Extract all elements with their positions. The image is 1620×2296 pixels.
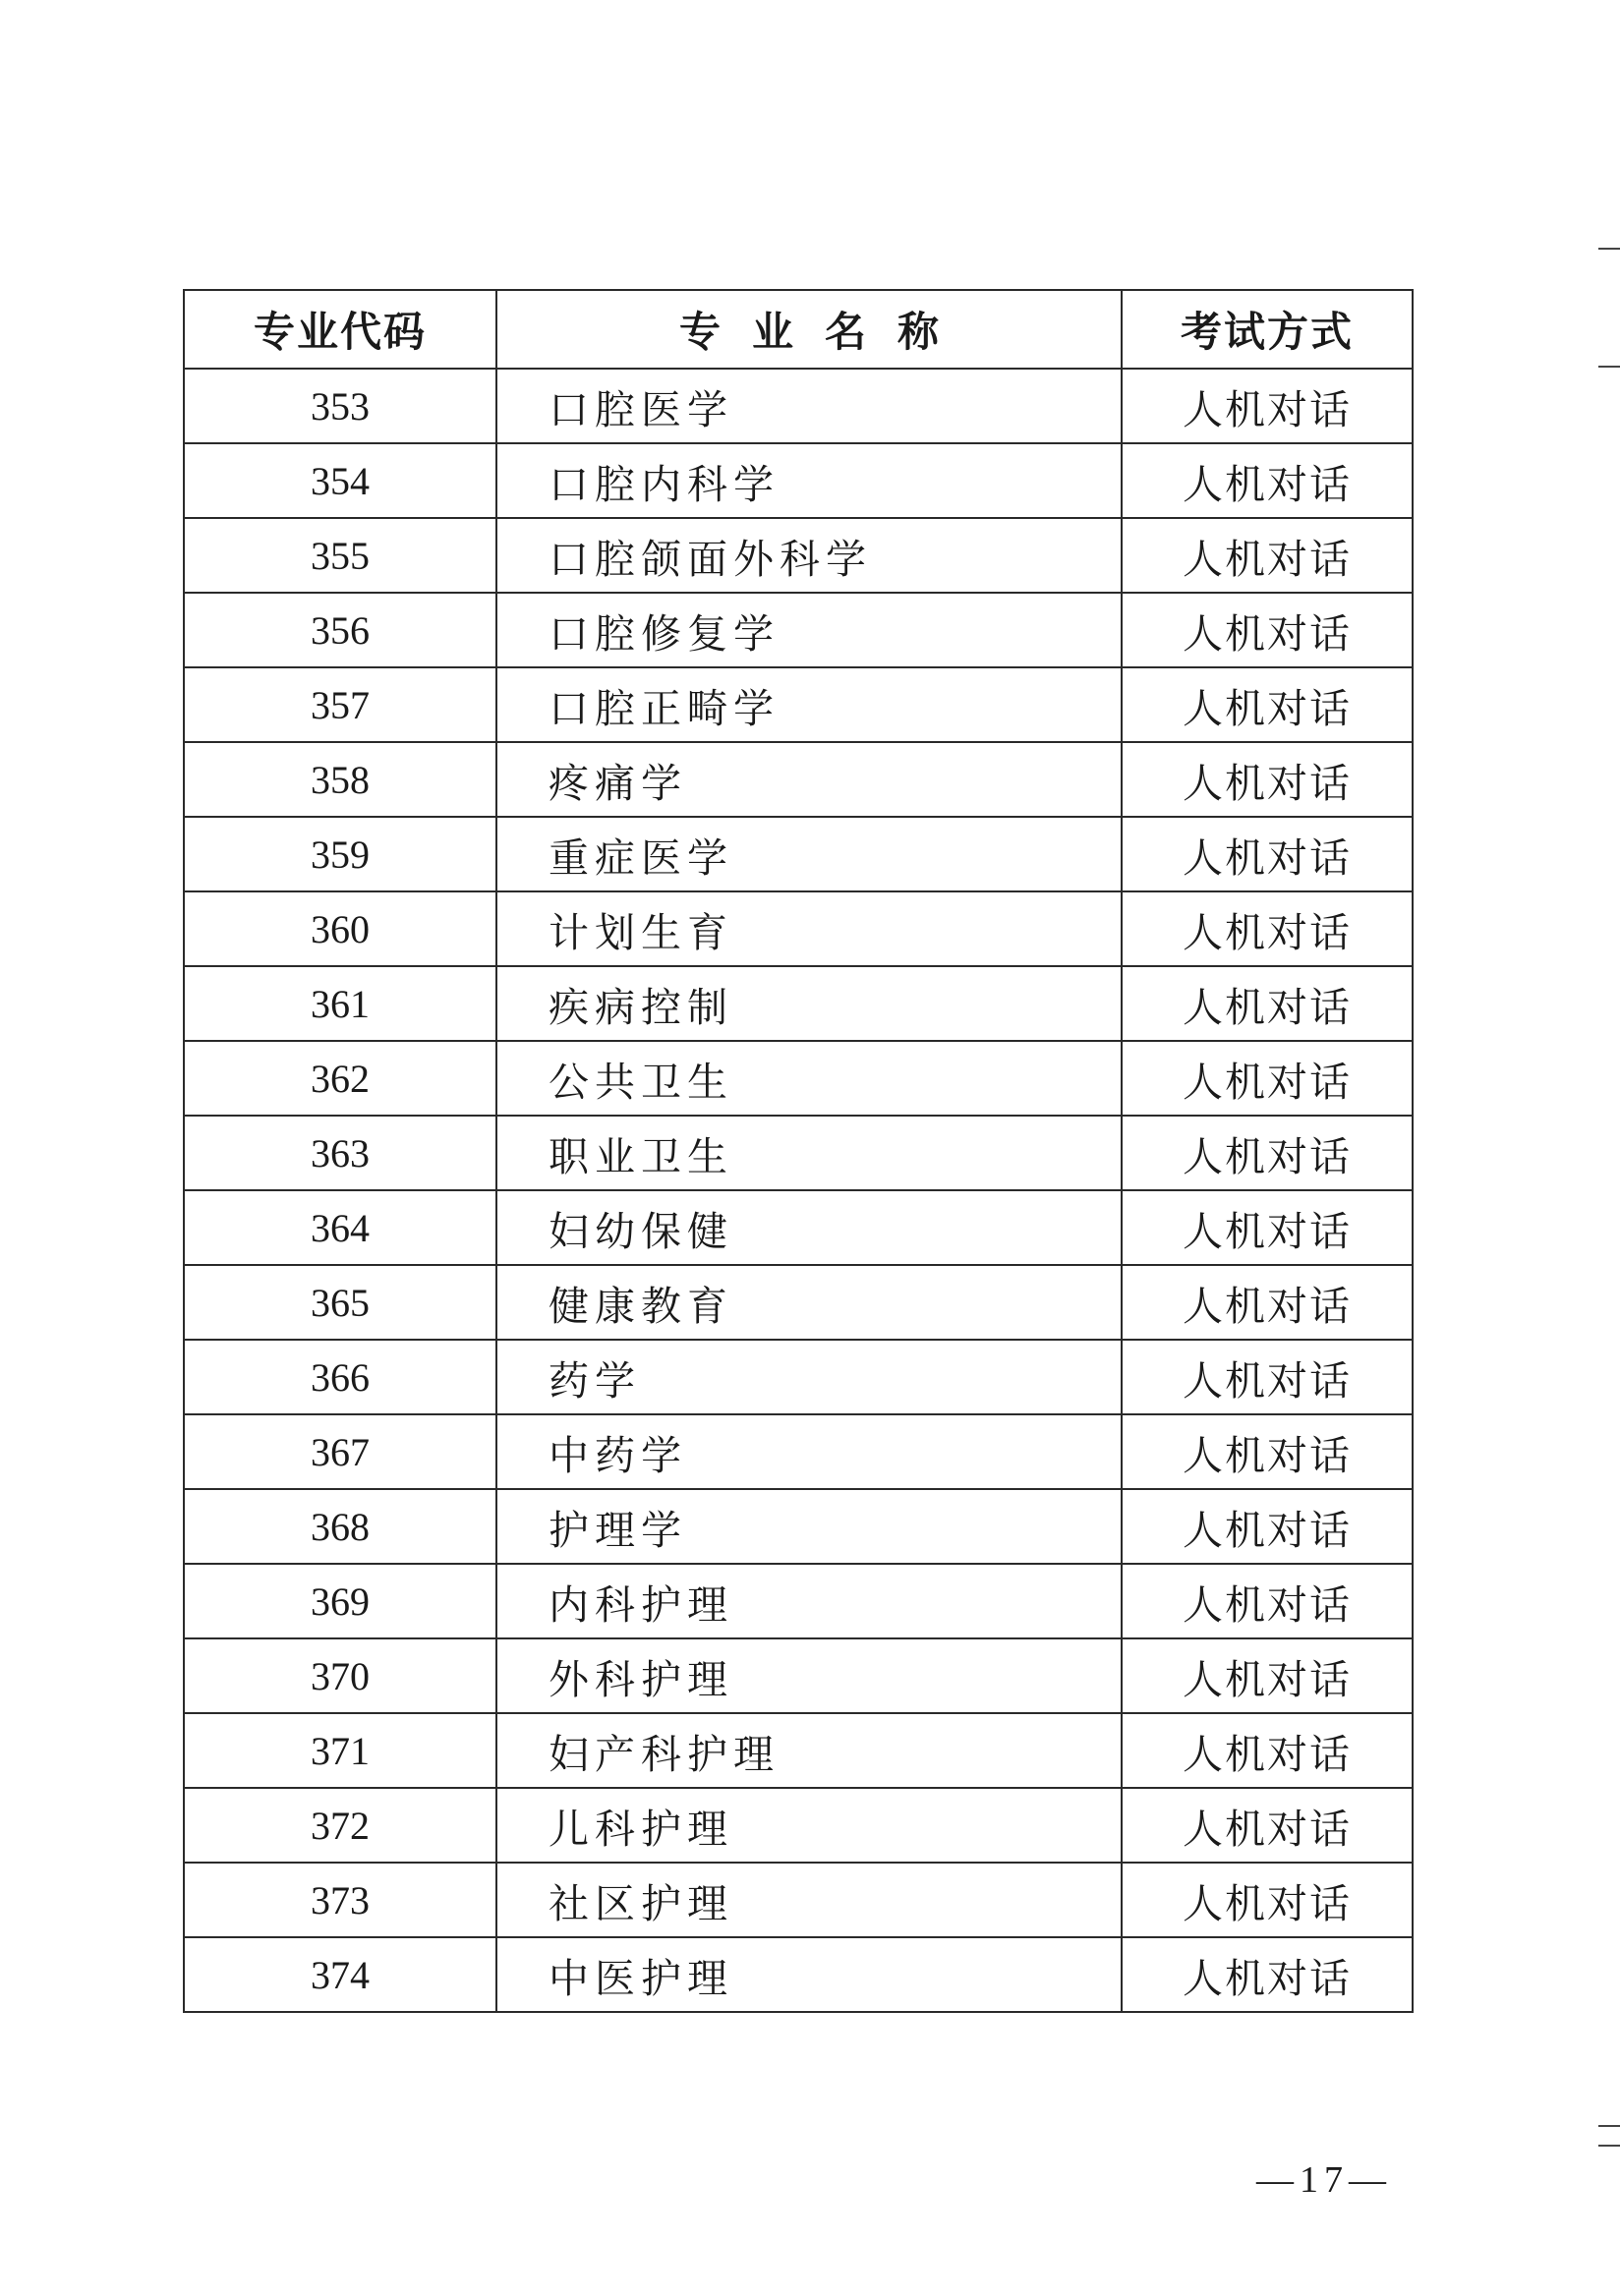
table-row <box>184 1788 1413 1863</box>
table-body <box>184 369 1413 2012</box>
specialty-code-cell: 353 <box>184 369 496 443</box>
specialty-code-cell: 366 <box>184 1340 496 1414</box>
specialty-name-cell: 口腔修复学 <box>496 593 1122 667</box>
specialty-code-cell: 361 <box>184 966 496 1041</box>
table-row <box>184 817 1413 891</box>
header-specialty-name: 专业名称 <box>496 290 1122 369</box>
specialty-code-cell: 369 <box>184 1564 496 1638</box>
specialty-name-cell: 口腔正畸学 <box>496 667 1122 742</box>
specialty-name-cell: 中药学 <box>496 1414 1122 1489</box>
table-row <box>184 1489 1413 1564</box>
table-row <box>184 1638 1413 1713</box>
specialty-code-cell: 374 <box>184 1937 496 2012</box>
table-row <box>184 891 1413 966</box>
table-row <box>184 1190 1413 1265</box>
exam-method-cell: 人机对话 <box>1122 1638 1413 1713</box>
specialty-name-cell: 职业卫生 <box>496 1116 1122 1190</box>
specialty-code-cell: 356 <box>184 593 496 667</box>
table-row <box>184 966 1413 1041</box>
specialty-code-cell: 360 <box>184 891 496 966</box>
specialty-name-cell: 儿科护理 <box>496 1788 1122 1863</box>
exam-method-cell: 人机对话 <box>1122 1788 1413 1863</box>
specialty-code-cell: 362 <box>184 1041 496 1116</box>
specialty-name-cell: 护理学 <box>496 1489 1122 1564</box>
exam-method-cell: 人机对话 <box>1122 1116 1413 1190</box>
exam-method-cell: 人机对话 <box>1122 1489 1413 1564</box>
table-row <box>184 667 1413 742</box>
exam-method-cell: 人机对话 <box>1122 1265 1413 1340</box>
margin-tick <box>1598 366 1620 368</box>
table-row <box>184 1116 1413 1190</box>
specialty-name-cell: 妇产科护理 <box>496 1713 1122 1788</box>
table-row <box>184 1713 1413 1788</box>
specialty-code-cell: 359 <box>184 817 496 891</box>
margin-tick <box>1598 2145 1620 2147</box>
table-row <box>184 1041 1413 1116</box>
specialty-code-cell: 364 <box>184 1190 496 1265</box>
specialty-name-cell: 内科护理 <box>496 1564 1122 1638</box>
specialty-code-cell: 370 <box>184 1638 496 1713</box>
specialty-code-cell: 373 <box>184 1863 496 1937</box>
specialty-table-container <box>183 289 1412 2013</box>
specialty-code-cell: 365 <box>184 1265 496 1340</box>
table-row <box>184 443 1413 518</box>
specialty-code-cell: 363 <box>184 1116 496 1190</box>
specialty-name-cell: 计划生育 <box>496 891 1122 966</box>
table-row <box>184 1937 1413 2012</box>
exam-method-cell: 人机对话 <box>1122 1863 1413 1937</box>
exam-method-cell: 人机对话 <box>1122 1190 1413 1265</box>
table-header <box>184 290 1413 369</box>
specialty-code-cell: 367 <box>184 1414 496 1489</box>
specialty-name-cell: 口腔医学 <box>496 369 1122 443</box>
exam-method-cell: 人机对话 <box>1122 742 1413 817</box>
header-exam-method: 考试方式 <box>1122 290 1413 369</box>
table-row <box>184 1340 1413 1414</box>
table-row <box>184 1265 1413 1340</box>
specialty-code-cell: 355 <box>184 518 496 593</box>
specialty-name-cell: 健康教育 <box>496 1265 1122 1340</box>
margin-tick <box>1598 2125 1620 2127</box>
exam-method-cell: 人机对话 <box>1122 667 1413 742</box>
table-row <box>184 369 1413 443</box>
header-specialty-code: 专业代码 <box>184 290 496 369</box>
exam-method-cell: 人机对话 <box>1122 891 1413 966</box>
exam-method-cell: 人机对话 <box>1122 1414 1413 1489</box>
specialty-code-cell: 368 <box>184 1489 496 1564</box>
table-row <box>184 518 1413 593</box>
specialty-code-cell: 372 <box>184 1788 496 1863</box>
specialty-name-cell: 妇幼保健 <box>496 1190 1122 1265</box>
specialty-name-cell: 疾病控制 <box>496 966 1122 1041</box>
table-row <box>184 1414 1413 1489</box>
exam-method-cell: 人机对话 <box>1122 1713 1413 1788</box>
exam-method-cell: 人机对话 <box>1122 369 1413 443</box>
page-number: —17— <box>1256 2159 1392 2201</box>
specialty-name-cell: 中医护理 <box>496 1937 1122 2012</box>
specialty-name-cell: 公共卫生 <box>496 1041 1122 1116</box>
exam-method-cell: 人机对话 <box>1122 1041 1413 1116</box>
specialty-code-cell: 354 <box>184 443 496 518</box>
exam-method-cell: 人机对话 <box>1122 966 1413 1041</box>
specialty-name-cell: 疼痛学 <box>496 742 1122 817</box>
header-row <box>184 290 1413 369</box>
table-row <box>184 593 1413 667</box>
exam-method-cell: 人机对话 <box>1122 1564 1413 1638</box>
exam-method-cell: 人机对话 <box>1122 593 1413 667</box>
specialty-name-cell: 外科护理 <box>496 1638 1122 1713</box>
specialty-name-cell: 社区护理 <box>496 1863 1122 1937</box>
exam-method-cell: 人机对话 <box>1122 443 1413 518</box>
exam-method-cell: 人机对话 <box>1122 1937 1413 2012</box>
specialty-code-cell: 371 <box>184 1713 496 1788</box>
table-row <box>184 742 1413 817</box>
table-row <box>184 1564 1413 1638</box>
specialty-code-cell: 357 <box>184 667 496 742</box>
table-row <box>184 1863 1413 1937</box>
exam-method-cell: 人机对话 <box>1122 1340 1413 1414</box>
exam-method-cell: 人机对话 <box>1122 518 1413 593</box>
specialty-name-cell: 口腔颌面外科学 <box>496 518 1122 593</box>
specialty-name-cell: 口腔内科学 <box>496 443 1122 518</box>
margin-tick <box>1598 248 1620 250</box>
specialty-code-cell: 358 <box>184 742 496 817</box>
specialty-table <box>183 289 1414 2013</box>
specialty-name-cell: 重症医学 <box>496 817 1122 891</box>
exam-method-cell: 人机对话 <box>1122 817 1413 891</box>
specialty-name-cell: 药学 <box>496 1340 1122 1414</box>
